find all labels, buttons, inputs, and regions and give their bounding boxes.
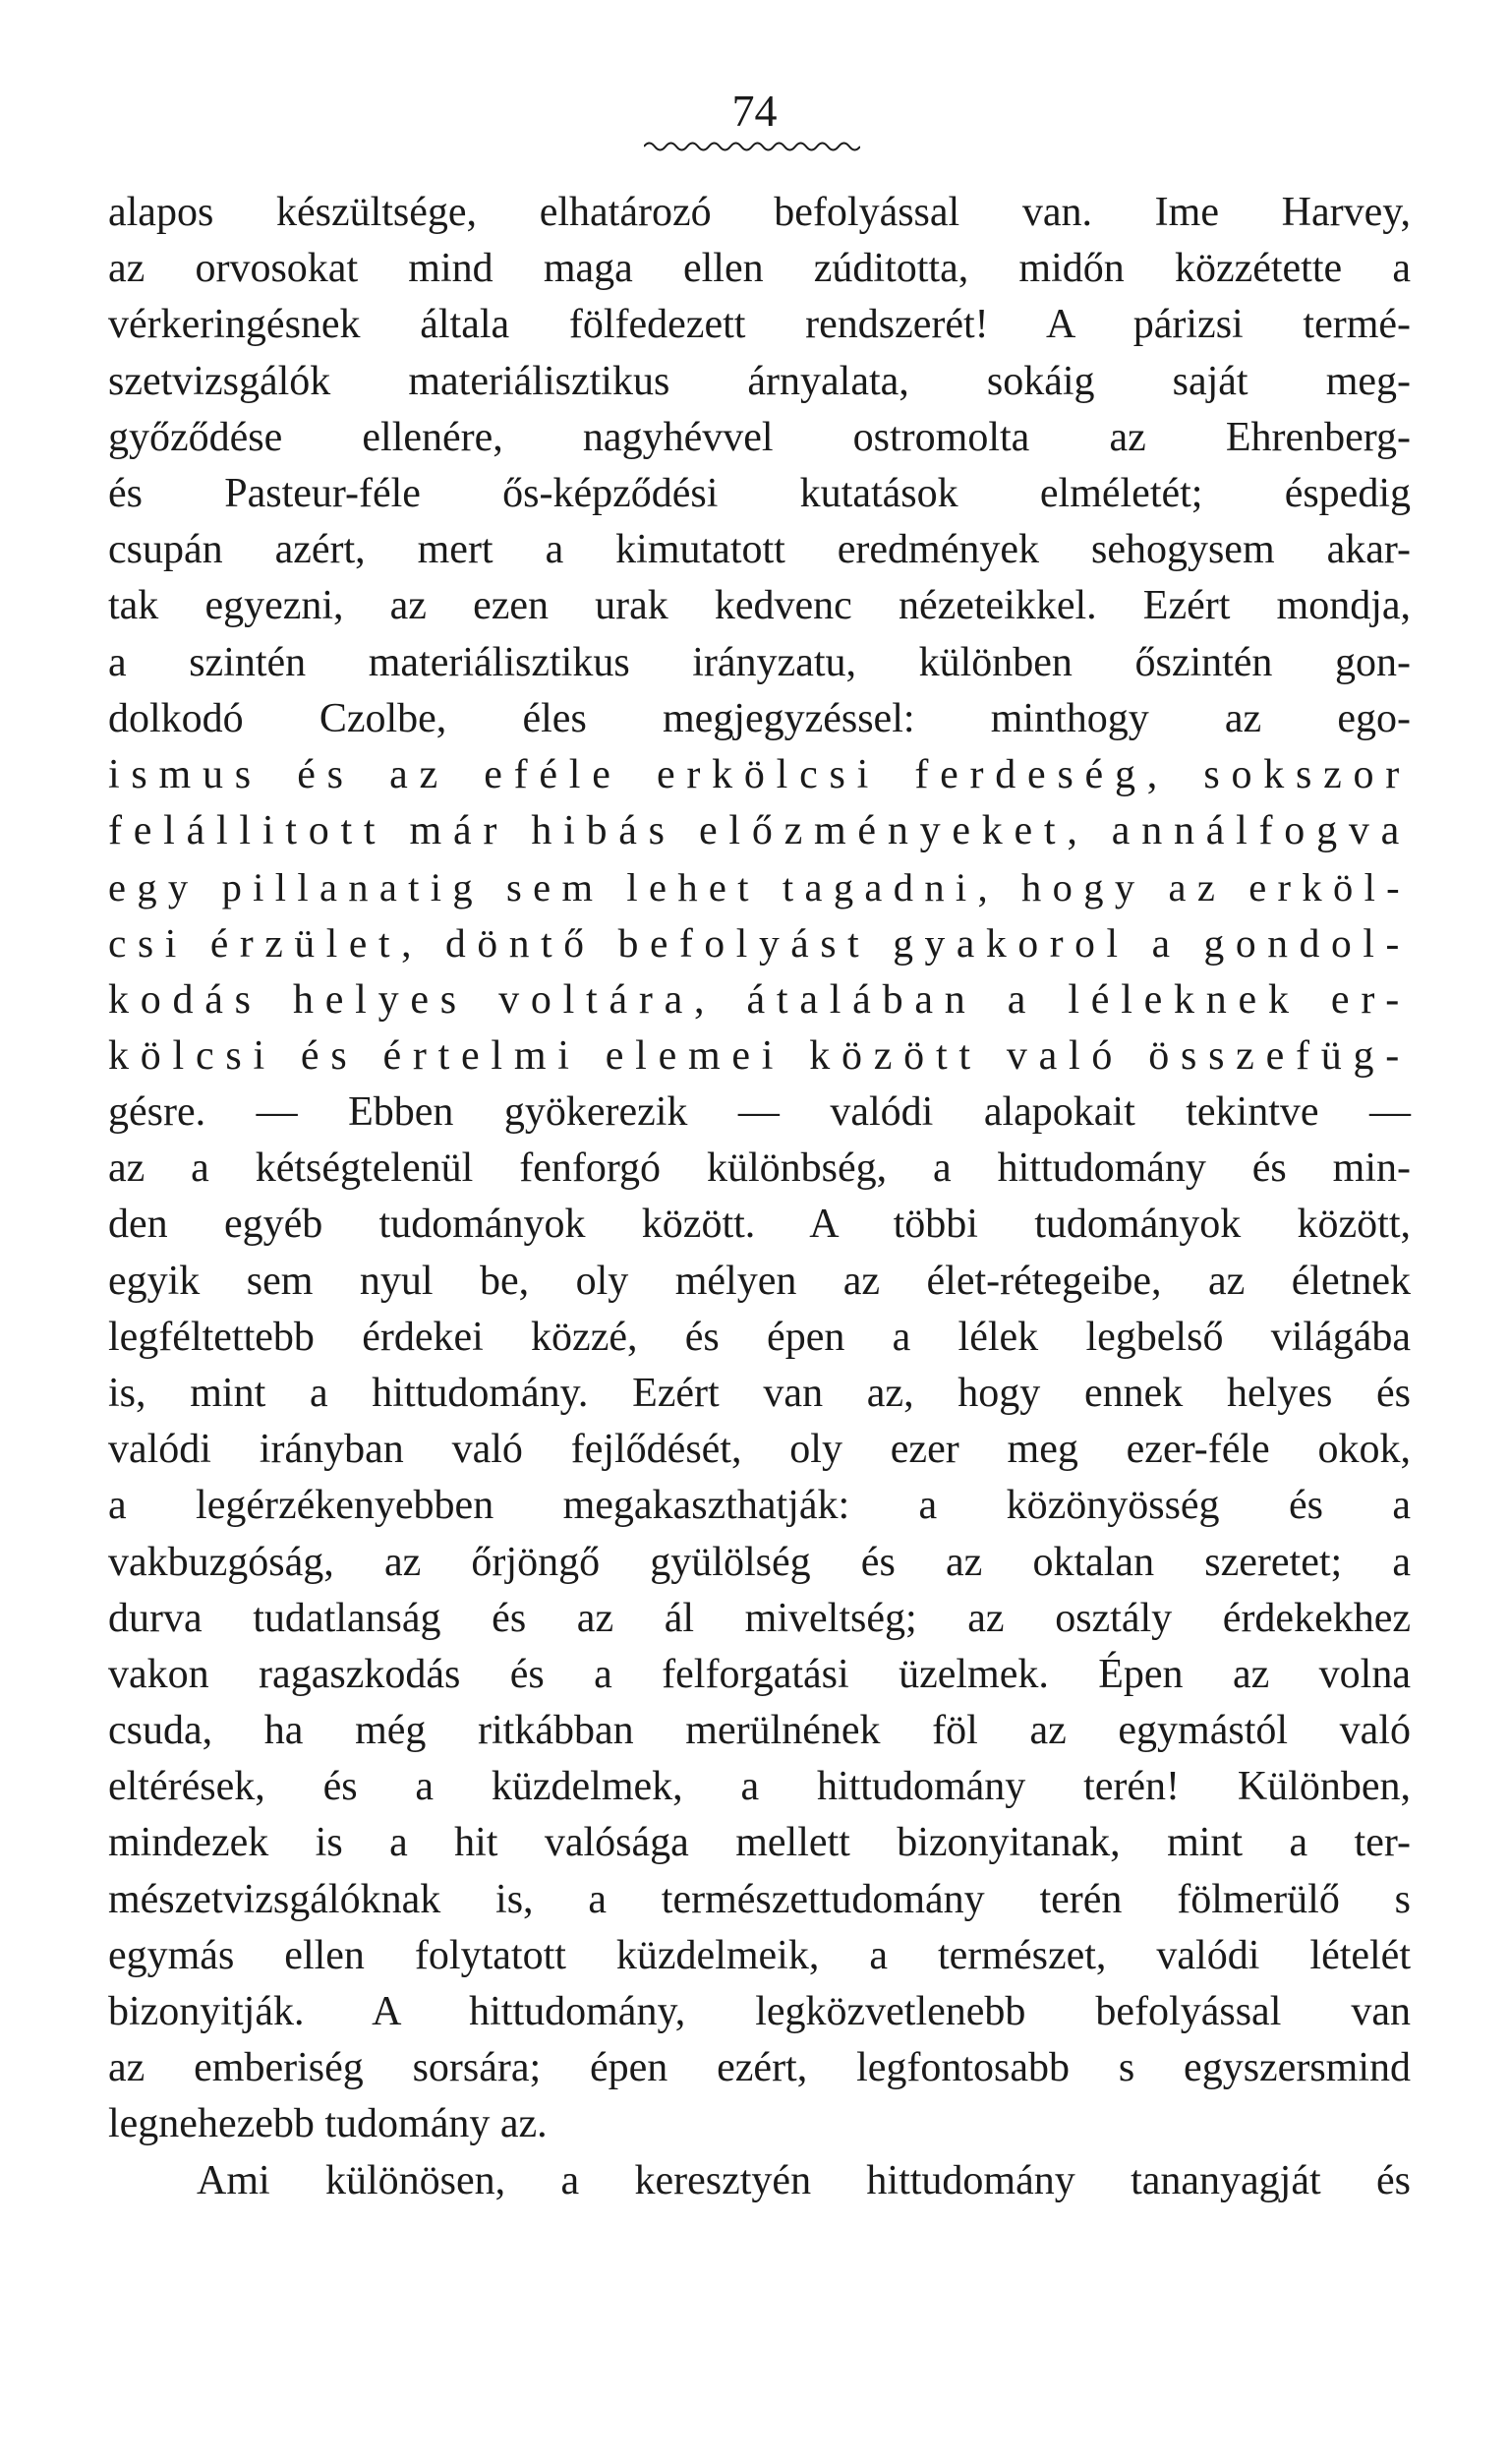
text-line: vakon ragaszkodás és a felforgatási üzelmek. Épen az volna <box>108 1651 1411 1697</box>
text-line: mindezek is a hit valósága mellett bizonyitanak, mint a ter- <box>108 1820 1411 1866</box>
text-line: győződése ellenére, nagyhévvel ostromolta az Ehrenberg- <box>108 414 1411 460</box>
text-line: bizonyitják. A hittudomány, legközvetlenebb befolyással van <box>108 1989 1411 2034</box>
spaced-text-line: egy pillanatig sem lehet tagadni, hogy az erköl- <box>108 865 1411 910</box>
spaced-text-line: felállitott már hibás előzményeket, annálfogva <box>108 808 1411 854</box>
text-line: a szintén materiálisztikus irányzatu, különben őszintén gon- <box>108 639 1411 685</box>
text-line: vakbuzgóság, az őrjöngő gyülölség és az oktalan szeretet; a <box>108 1539 1411 1585</box>
text-line: a legérzékenyebben megakaszthatják: a közönyösség és a <box>108 1483 1411 1529</box>
text-line: eltérések, és a küzdelmek, a hittudomány terén! Különben, <box>108 1764 1411 1810</box>
text-line: durva tudatlanság és az ál miveltség; az osztály érdekekhez <box>108 1595 1411 1641</box>
text-line: szetvizsgálók materiálisztikus árnyalata, sokáig saját meg- <box>108 358 1411 404</box>
text-line: egyik sem nyul be, oly mélyen az élet-rétegeibe, az életnek <box>108 1258 1411 1304</box>
text-line: den egyéb tudományok között. A többi tudományok között, <box>108 1202 1411 1248</box>
paragraph-end-line: legnehezebb tudomány az. <box>108 2101 548 2147</box>
spaced-text-line: kölcsi és értelmi elemei között való összefüg- <box>108 1032 1411 1079</box>
spaced-text-line: kodás helyes voltára, átalában a léleknek er- <box>108 976 1411 1023</box>
wavy-rule-ornament <box>644 140 860 153</box>
text-line: csupán azért, mert a kimutatott eredmények sehogysem akar- <box>108 527 1411 573</box>
spaced-text-line: csi érzület, döntő befolyást gyakorol a gondol- <box>108 920 1411 967</box>
paragraph-start-line: Ami különösen, a keresztyén hittudomány tananyagját és <box>197 2157 1411 2203</box>
text-line: dolkodó Czolbe, éles megjegyzéssel: minthogy az ego- <box>108 695 1411 741</box>
spaced-text-line: ismus és az eféle erkölcsi ferdeség, sokszor <box>108 751 1411 797</box>
text-line: az orvosokat mind maga ellen zúditotta, midőn közzétette a <box>108 246 1411 292</box>
text-line: mészetvizsgálóknak is, a természettudomány terén fölmerülő s <box>108 1876 1411 1922</box>
text-line: egymás ellen folytatott küzdelmeik, a természet, valódi lételét <box>108 1932 1411 1978</box>
text-line: vérkeringésnek általa fölfedezett rendszerét! A párizsi termé- <box>108 302 1411 348</box>
text-line: az a kétségtelenül fenforgó különbség, a hittudomány és min- <box>108 1145 1411 1192</box>
text-line: gésre. — Ebben gyökerezik — valódi alapokait tekintve — <box>108 1089 1411 1135</box>
body-text <box>108 185 1411 2209</box>
text-line: tak egyezni, az ezen urak kedvenc nézeteikkel. Ezért mondja, <box>108 583 1411 629</box>
text-line: és Pasteur-féle ős-képződési kutatások elméletét; éspedig <box>108 470 1411 516</box>
text-line: legféltettebb érdekei közzé, és épen a lélek legbelső világába <box>108 1314 1411 1360</box>
text-line: alapos készültsége, elhatározó befolyással van. Ime Harvey, <box>108 190 1411 235</box>
text-line: valódi irányban való fejlődését, oly ezer meg ezer-féle okok, <box>108 1427 1411 1473</box>
text-line: is, mint a hittudomány. Ezért van az, hogy ennek helyes és <box>108 1370 1411 1416</box>
text-line: csuda, ha még ritkábban merülnének föl az egymástól való <box>108 1708 1411 1754</box>
text-line: az emberiség sorsára; épen ezért, legfontosabb s egyszersmind <box>108 2045 1411 2091</box>
page-number: 74 <box>731 86 778 136</box>
